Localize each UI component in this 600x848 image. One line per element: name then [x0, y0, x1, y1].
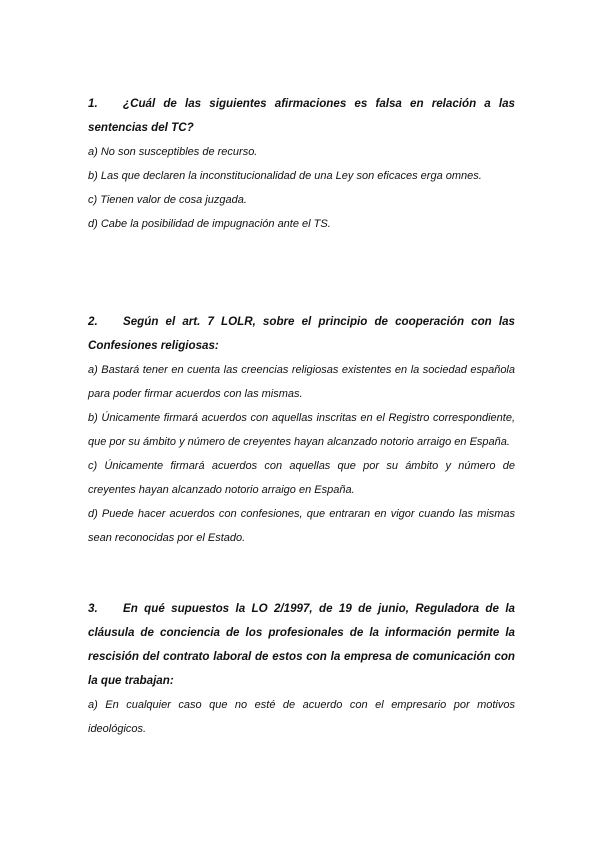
question-1-option-c: c) Tienen valor de cosa juzgada.	[88, 194, 247, 206]
question-2-option-a: a) Bastará tener en cuenta las creencias religiosas existentes en la sociedad española para poder firmar acuerdos con las mismas.	[88, 364, 515, 400]
question-1	[88, 92, 515, 236]
question-1-text: ¿Cuál de las siguientes afirmaciones es falsa en relación a las sentencias del TC?	[88, 97, 515, 134]
question-3-text: En qué supuestos la LO 2/1997, de 19 de junio, Reguladora de la cláusula de conciencia de los profesionales de la información permite la rescisión del contrato laboral de estos con la empresa de comunicación con la que trabajan:	[88, 602, 515, 687]
question-1-title	[88, 92, 515, 140]
question-3-number: 3.	[88, 602, 98, 615]
question-3-title	[88, 597, 515, 693]
question-2-text: Según el art. 7 LOLR, sobre el principio de cooperación con las Confesiones religiosas:	[88, 315, 515, 352]
question-1-option-a: a) No son susceptibles de recurso.	[88, 146, 258, 158]
question-2-option-d: d) Puede hacer acuerdos con confesiones, que entraran en vigor cuando las mismas sean reconocidas por el Estado.	[88, 508, 515, 544]
question-1-option-d: d) Cabe la posibilidad de impugnación ante el TS.	[88, 218, 331, 230]
question-2	[88, 310, 515, 550]
question-2-option-b: b) Únicamente firmará acuerdos con aquellas inscritas en el Registro correspondiente, que por su ámbito y número de creyentes hayan alcanzado notorio arraigo en España.	[88, 412, 515, 448]
question-2-title	[88, 310, 515, 358]
question-1-number: 1.	[88, 97, 98, 110]
question-2-number: 2.	[88, 315, 98, 328]
question-3-option-a: a) En cualquier caso que no esté de acuerdo con el empresario por motivos ideológicos.	[88, 699, 515, 735]
question-2-option-c: c) Únicamente firmará acuerdos con aquellas que por su ámbito y número de creyentes hayan alcanzado notorio arraigo en España.	[88, 460, 515, 496]
question-3	[88, 597, 515, 741]
question-1-option-b: b) Las que declaren la inconstitucionalidad de una Ley son eficaces erga omnes.	[88, 170, 482, 182]
